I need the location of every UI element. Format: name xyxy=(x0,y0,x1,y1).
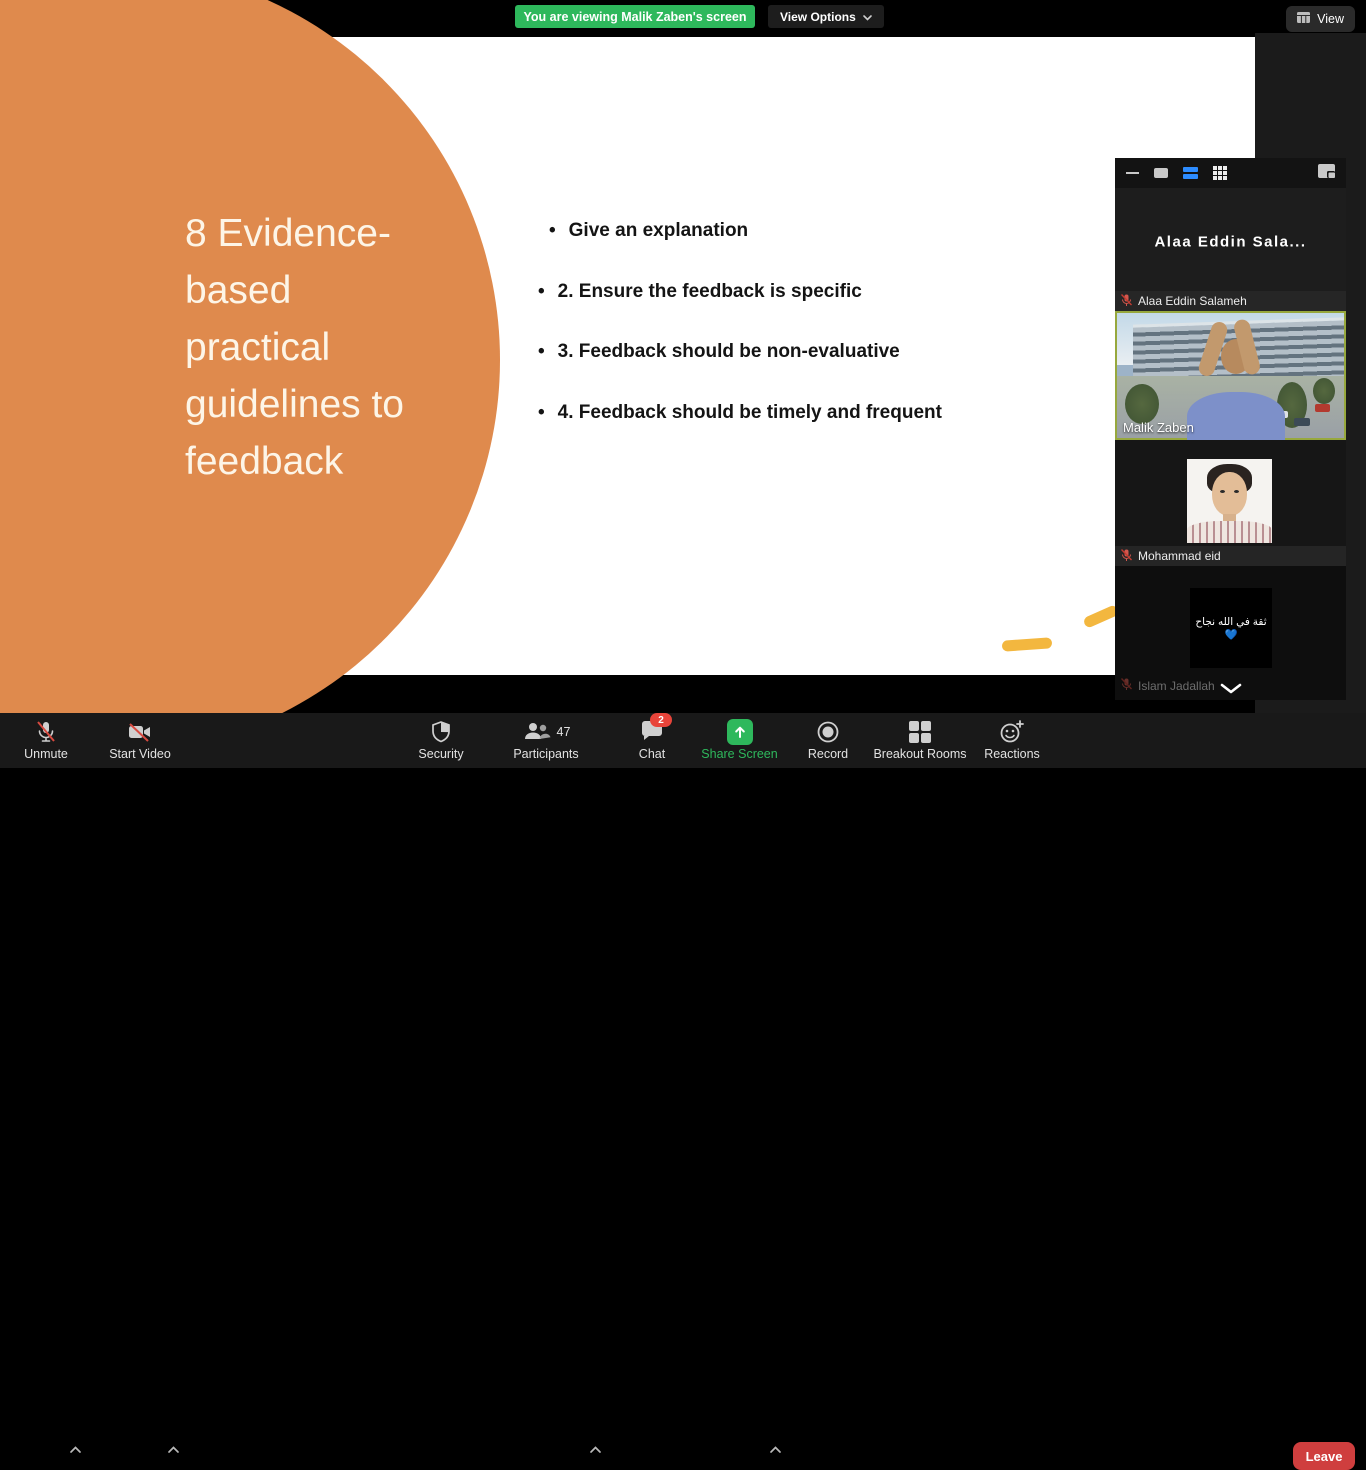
avatar-eye xyxy=(1220,490,1225,493)
view-button[interactable] xyxy=(1286,6,1355,32)
camera-off-icon xyxy=(126,718,154,746)
avatar-photo xyxy=(1187,459,1272,543)
bottom-toolbar xyxy=(0,713,1366,1464)
viewing-banner xyxy=(515,5,755,28)
slide-title-line: guidelines to xyxy=(185,383,404,426)
breakout-rooms-label: Breakout Rooms xyxy=(873,747,967,761)
record-label: Record xyxy=(807,747,849,761)
slide-bullet-text: • 3. Feedback should be non-evaluative xyxy=(557,341,900,362)
avatar-image-text: ثقة في الله نجاح 💙 xyxy=(1190,588,1272,668)
chat-button[interactable] xyxy=(623,714,681,761)
breakout-rooms-icon xyxy=(909,718,931,746)
view-options-button[interactable] xyxy=(768,5,884,28)
slide-bullet xyxy=(538,341,900,363)
reactions-button[interactable] xyxy=(975,718,1049,761)
gallery-view-icon[interactable] xyxy=(1213,166,1227,180)
start-video-label: Start Video xyxy=(109,747,171,761)
strip-view-icon[interactable] xyxy=(1183,167,1198,179)
security-button[interactable] xyxy=(402,718,480,761)
avatar-eye xyxy=(1234,490,1239,493)
slide-bullet-text: • 2. Ensure the feedback is specific xyxy=(557,281,862,302)
record-icon xyxy=(816,718,840,746)
video-car xyxy=(1315,404,1330,412)
slide-yellow-dash-decoration xyxy=(1002,637,1053,651)
speaker-view-icon[interactable] xyxy=(1154,168,1168,178)
video-tile-islam[interactable] xyxy=(1115,566,1346,700)
mic-muted-icon xyxy=(1121,294,1132,309)
participant-name: Malik Zaben xyxy=(1123,420,1194,435)
video-tree xyxy=(1125,384,1159,424)
video-tree xyxy=(1313,378,1335,404)
slide-bullet xyxy=(538,402,942,424)
participants-icon xyxy=(522,720,552,745)
video-thumbnails-panel xyxy=(1115,158,1346,700)
avatar-shirt xyxy=(1187,521,1272,543)
participants-count: 47 xyxy=(556,725,571,739)
participant-name: Islam Jadallah xyxy=(1138,678,1215,693)
slide-bullet xyxy=(538,281,862,303)
security-shield-icon xyxy=(430,718,452,746)
video-panel-toolbar xyxy=(1115,158,1346,188)
mic-muted-icon xyxy=(34,718,58,746)
view-options-label: View Options xyxy=(780,9,856,24)
mic-muted-icon xyxy=(1121,549,1132,564)
start-video-button[interactable] xyxy=(96,718,184,761)
popout-panel-icon[interactable] xyxy=(1318,164,1335,183)
slide-bullet-text: • 4. Feedback should be timely and frequent xyxy=(557,402,942,423)
mic-muted-icon xyxy=(1121,678,1132,693)
share-screen-button[interactable] xyxy=(687,718,792,761)
avatar-face xyxy=(1212,472,1247,516)
minimize-panel-icon[interactable] xyxy=(1126,172,1139,174)
participant-name: Mohammad eid xyxy=(1138,549,1221,563)
leave-label: Leave xyxy=(1305,1448,1343,1464)
share-screen-icon xyxy=(727,719,753,745)
video-options-caret[interactable] xyxy=(168,1440,179,1458)
chat-label: Chat xyxy=(638,747,666,761)
participant-name: Alaa Eddin Salameh xyxy=(1138,294,1247,308)
unmute-button[interactable] xyxy=(10,718,82,761)
tile-name-bar xyxy=(1115,291,1346,311)
slide-bullet xyxy=(549,220,748,242)
participants-label: Participants xyxy=(513,747,579,761)
tile-name-bar xyxy=(1121,678,1215,693)
share-options-caret[interactable] xyxy=(770,1440,781,1458)
breakout-rooms-button[interactable] xyxy=(858,718,982,761)
tile-center-name: Alaa Eddin Sala... xyxy=(1154,233,1307,251)
viewing-banner-text: You are viewing Malik Zaben's screen xyxy=(523,9,747,24)
security-label: Security xyxy=(418,747,464,761)
slide-title-line: based xyxy=(185,269,292,312)
slide-title xyxy=(185,205,404,490)
reactions-label: Reactions xyxy=(984,747,1040,761)
tile-name-bar xyxy=(1115,546,1346,566)
chevron-down-icon xyxy=(863,10,872,24)
chat-unread-badge: 2 xyxy=(650,713,672,727)
video-person-torso xyxy=(1187,392,1285,446)
participants-button[interactable] xyxy=(494,718,598,761)
reactions-smiley-icon xyxy=(999,718,1025,746)
video-tile-malik[interactable] xyxy=(1115,311,1346,440)
slide-title-line: practical xyxy=(185,326,331,369)
leave-button[interactable] xyxy=(1293,1442,1355,1470)
share-screen-label: Share Screen xyxy=(701,747,778,761)
slide-bullet-text: • Give an explanation xyxy=(568,220,749,241)
video-car xyxy=(1294,418,1310,426)
panel-scroll-down-chevron-icon[interactable] xyxy=(1220,681,1242,699)
unmute-options-caret[interactable] xyxy=(70,1440,81,1458)
video-tile-mohammad[interactable] xyxy=(1115,440,1346,566)
shared-screen-region xyxy=(110,33,1255,713)
unmute-label: Unmute xyxy=(24,747,68,761)
presentation-slide xyxy=(110,37,1255,675)
record-button[interactable] xyxy=(792,718,864,761)
slide-title-line: 8 Evidence- xyxy=(185,212,391,255)
gallery-grid-icon xyxy=(1297,12,1310,26)
view-button-label: View xyxy=(1317,12,1344,26)
video-tile-alaa[interactable] xyxy=(1115,188,1346,311)
slide-title-line: feedback xyxy=(185,440,344,483)
participants-options-caret[interactable] xyxy=(590,1440,601,1458)
